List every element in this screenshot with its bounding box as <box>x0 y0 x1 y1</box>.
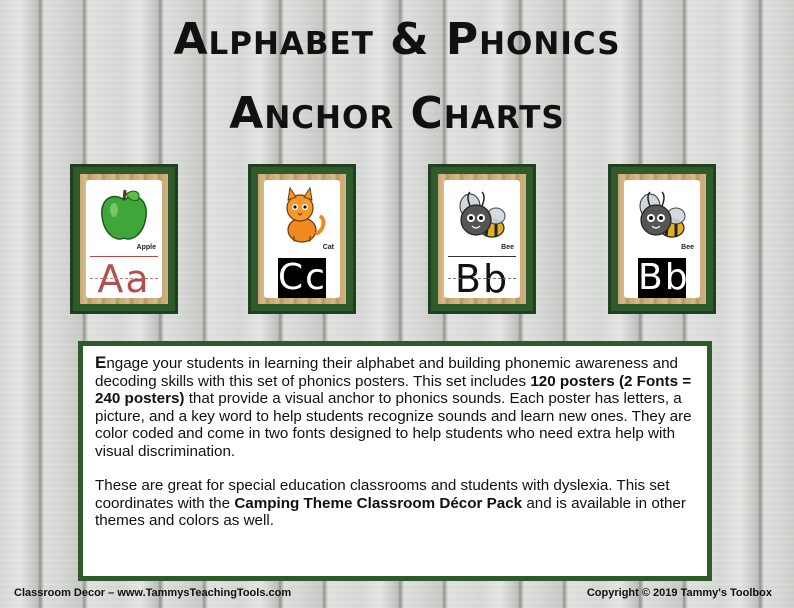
bee-icon <box>630 186 694 246</box>
bee-icon <box>450 186 514 246</box>
poster-keyword: Bee <box>681 244 694 251</box>
poster-bee-block <box>608 164 716 314</box>
poster-letters: Aa <box>90 256 158 298</box>
title-line-1: Alphabet & Phonics <box>173 14 621 65</box>
description-box <box>78 341 712 581</box>
title-line-2: Anchor Charts <box>229 88 565 139</box>
footer-website: Classroom Decor – www.TammysTeachingTools.com <box>14 587 292 599</box>
poster-letters: Bb <box>448 256 516 298</box>
poster-keyword: Apple <box>136 244 156 251</box>
poster-keyword: Cat <box>322 244 334 251</box>
poster-keyword: Bee <box>501 244 514 251</box>
poster-bee-lined <box>428 164 536 314</box>
footer-copyright: Copyright © 2019 Tammy's Toolbox <box>586 587 772 599</box>
poster-letters: Bb <box>638 257 690 298</box>
poster-apple <box>70 164 178 314</box>
description-paragraph-1: Engage your students in learning their alphabet and building phonemic awareness and decoding skills with this set of phonics posters. This set includes 120 posters (2 Fonts = 240 posters) that provide a visual anchor to phonics sounds. Each poster has letters, a picture, and a key word to help students recognize sounds and learn new ones. They are color coded and come in two fonts designed to help students who need extra help with visual discrimination. <box>95 353 692 460</box>
poster-cat <box>248 164 356 314</box>
apple-icon <box>94 186 154 246</box>
cat-icon <box>272 186 332 246</box>
description-paragraph-2: These are great for special education classrooms and students with dyslexia. This set coordinates with the Camping Theme Classroom Décor Pack and is available in other themes and colors as well. <box>95 477 686 529</box>
poster-letters: Cc <box>278 257 327 298</box>
